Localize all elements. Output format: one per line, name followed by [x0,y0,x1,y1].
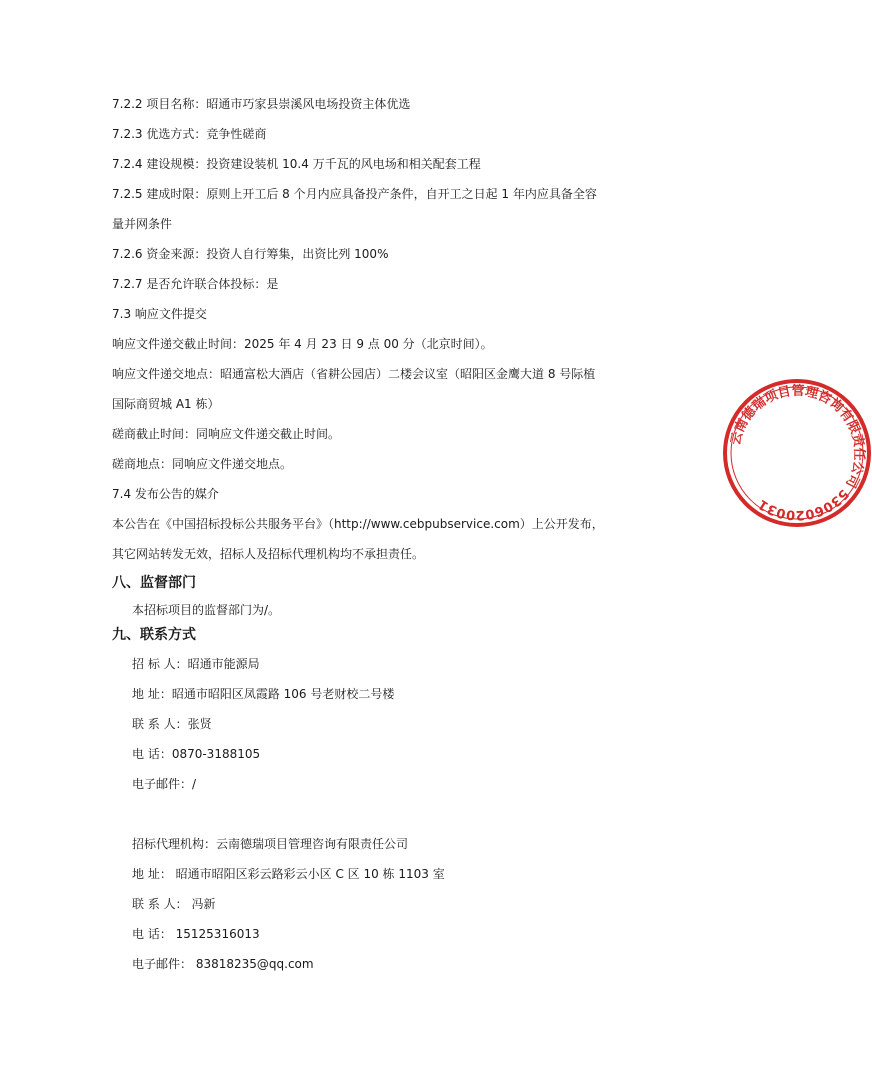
item-7-2-5-line1: 7.2.5 建成时限：原则上开工后 8 个月内应具备投产条件，自开工之日起 1 年内应具备全容 [112,187,597,201]
submission-location-line2: 国际商贸城 A1 栋） [112,397,220,411]
consultation-place: 磋商地点：同响应文件递交地点。 [112,457,293,471]
item-7-2-3: 7.2.3 优选方式：竞争性磋商 [112,127,267,141]
consultation-deadline: 磋商截止时间：同响应文件递交截止时间。 [112,427,341,441]
tenderer-contact: 联 系 人：张贤 [132,717,212,731]
section-9-title: 九、联系方式 [112,627,196,643]
company-seal-icon [722,378,872,528]
tenderer-address: 地 址：昭通市昭阳区凤霞路 106 号老财校二号楼 [132,687,395,701]
tenderer-phone: 电 话：0870-3188105 [132,747,261,761]
item-7-2-4: 7.2.4 建设规模：投资建设装机 10.4 万千瓦的风电场和相关配套工程 [112,157,481,171]
agent-phone: 电 话： 15125316013 [132,927,260,941]
item-7-2-7: 7.2.7 是否允许联合体投标：是 [112,277,279,291]
agent-name: 招标代理机构：云南德瑞项目管理咨询有限责任公司 [132,837,409,851]
item-7-4: 7.4 发布公告的媒介 [112,487,219,501]
item-7-3: 7.3 响应文件提交 [112,307,207,321]
media-line1: 本公告在《中国招标投标公共服务平台》（http://www.cebpubservice.com）上公开发布， [112,517,604,531]
submission-location-line1: 响应文件递交地点：昭通富松大酒店（省耕公园店）二楼会议室（昭阳区金鹰大道 8 号际植 [112,367,596,381]
section-8-title: 八、监督部门 [112,575,196,591]
tenderer-email: 电子邮件：/ [132,777,197,791]
agent-email: 电子邮件： 83818235@qq.com [132,957,314,971]
item-7-2-2: 7.2.2 项目名称：昭通市巧家县崇溪风电场投资主体优选 [112,97,411,111]
agent-address: 地 址： 昭通市昭阳区彩云路彩云小区 C 区 10 栋 1103 室 [132,867,445,881]
svg-text:云南德瑞项目管理咨询有限责任公司 5306020031: 云南德瑞项目管理咨询有限责任公司 5306020031 [728,383,867,523]
item-7-2-5-line2: 量并网条件 [112,217,173,231]
tenderer-name: 招 标 人：昭通市能源局 [132,657,260,671]
media-line2: 其它网站转发无效，招标人及招标代理机构均不承担责任。 [112,547,425,561]
agent-contact: 联 系 人： 冯新 [132,897,216,911]
item-7-2-6: 7.2.6 资金来源：投资人自行筹集，出资比列 100% [112,247,389,261]
submission-deadline: 响应文件递交截止时间：2025 年 4 月 23 日 9 点 00 分（北京时间）。 [112,337,493,351]
section-8-body: 本招标项目的监督部门为/。 [132,603,281,617]
